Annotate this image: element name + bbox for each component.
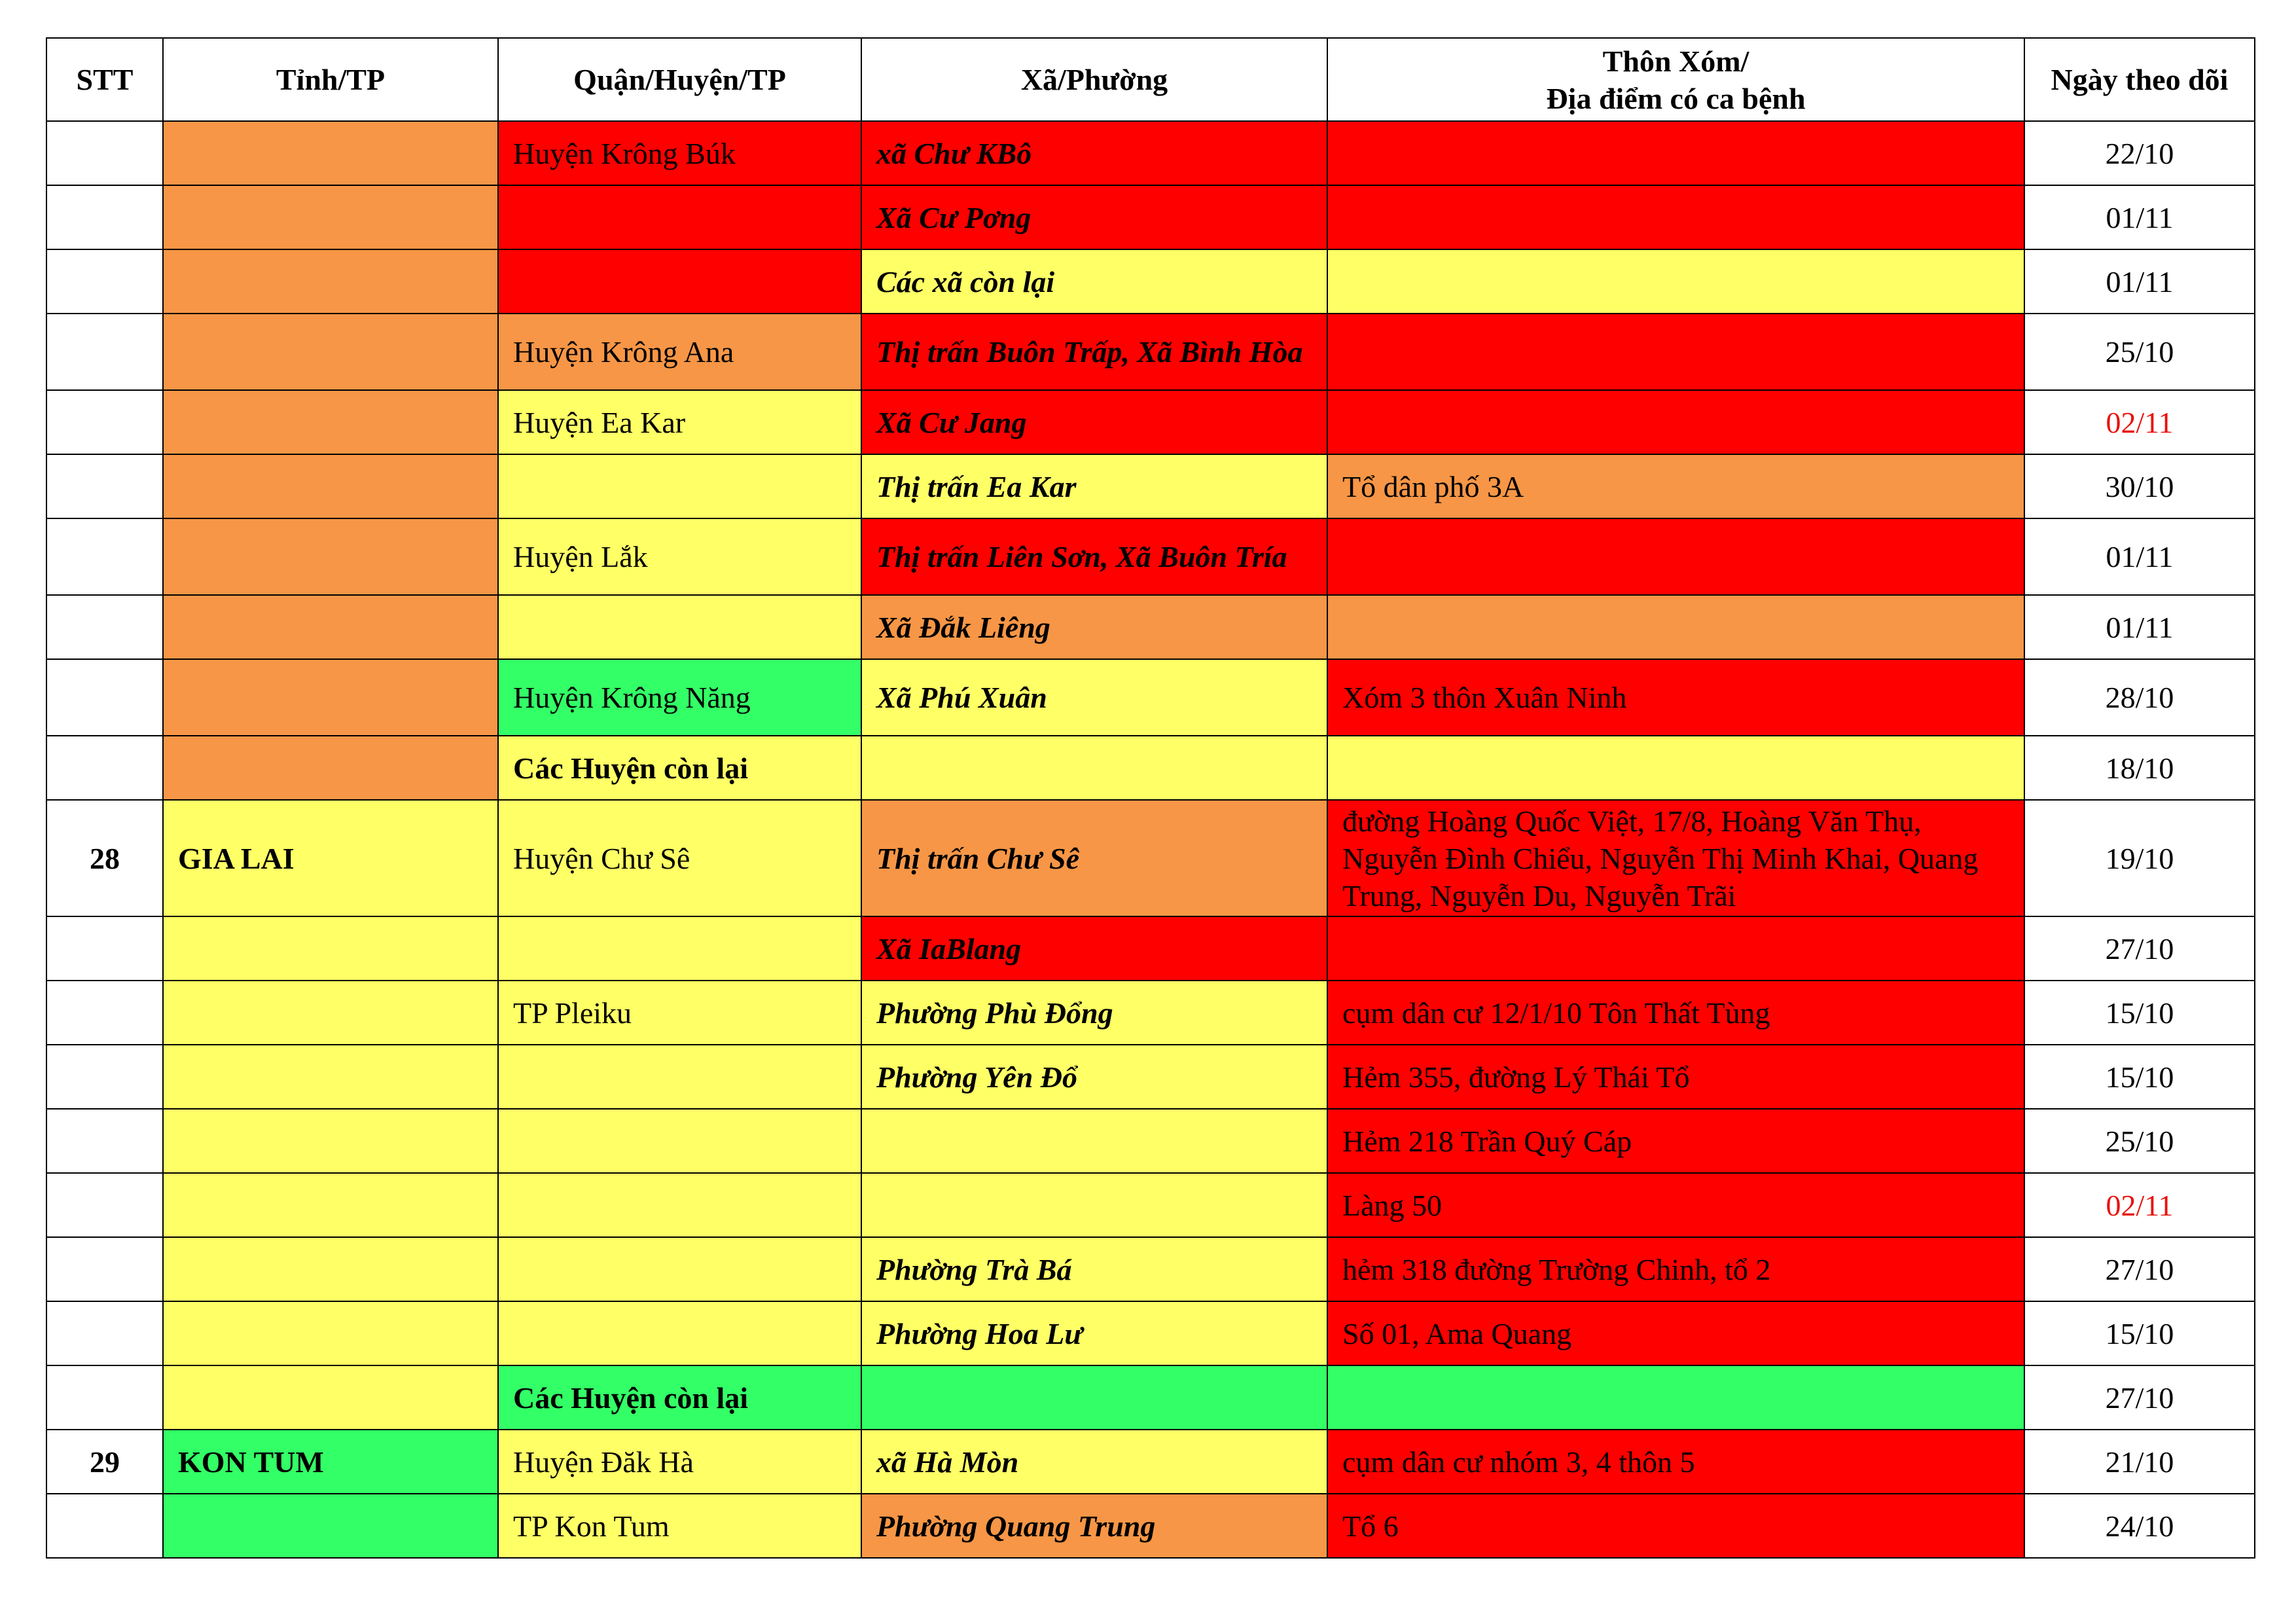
date-cell: 24/10 [2024, 1494, 2255, 1558]
place-cell: Số 01, Ama Quang [1327, 1301, 2024, 1365]
date-cell: 02/11 [2024, 390, 2255, 454]
stt-cell: 28 [46, 800, 163, 916]
province-cell [163, 916, 498, 981]
table-row [46, 314, 2255, 390]
ward-cell: Các xã còn lại [861, 249, 1327, 314]
table-row [46, 1045, 2255, 1109]
stt-cell [46, 1301, 163, 1365]
ward-cell: Phường Yên Đổ [861, 1045, 1327, 1109]
ward-cell: Xã Cư Pơng [861, 185, 1327, 249]
date-cell: 18/10 [2024, 736, 2255, 800]
province-cell [163, 1365, 498, 1430]
header-ward: Xã/Phường [861, 38, 1327, 121]
date-cell: 15/10 [2024, 981, 2255, 1045]
stt-cell [46, 185, 163, 249]
stt-cell [46, 1237, 163, 1301]
province-cell [163, 1494, 498, 1558]
province-cell [163, 121, 498, 185]
ward-cell: xã Hà Mòn [861, 1430, 1327, 1494]
district-cell [498, 454, 861, 518]
ward-cell: Thị trấn Chư Sê [861, 800, 1327, 916]
ward-cell [861, 736, 1327, 800]
ward-cell [861, 1109, 1327, 1173]
table-row [46, 1301, 2255, 1365]
date-cell: 21/10 [2024, 1430, 2255, 1494]
place-cell: Tổ dân phố 3A [1327, 454, 2024, 518]
table-row [46, 390, 2255, 454]
place-cell [1327, 916, 2024, 981]
province-cell [163, 1173, 498, 1237]
table-row [46, 185, 2255, 249]
district-cell: Huyện Ea Kar [498, 390, 861, 454]
province-cell [163, 314, 498, 390]
place-cell: Tổ 6 [1327, 1494, 2024, 1558]
stt-cell [46, 1045, 163, 1109]
table-row [46, 121, 2255, 185]
date-cell: 25/10 [2024, 1109, 2255, 1173]
place-cell [1327, 736, 2024, 800]
date-cell: 22/10 [2024, 121, 2255, 185]
ward-cell: Phường Trà Bá [861, 1237, 1327, 1301]
place-cell [1327, 595, 2024, 659]
ward-cell: Thị trấn Buôn Trấp, Xã Bình Hòa [861, 314, 1327, 390]
ward-cell [861, 1173, 1327, 1237]
place-cell [1327, 249, 2024, 314]
ward-cell: Xã IaBlang [861, 916, 1327, 981]
table-row [46, 1430, 2255, 1494]
ward-cell: Phường Quang Trung [861, 1494, 1327, 1558]
place-cell: Hẻm 218 Trần Quý Cáp [1327, 1109, 2024, 1173]
place-cell [1327, 314, 2024, 390]
district-cell: Huyện Krông Ana [498, 314, 861, 390]
ward-cell: xã Chư KBô [861, 121, 1327, 185]
ward-cell: Xã Cư Jang [861, 390, 1327, 454]
date-cell: 27/10 [2024, 1237, 2255, 1301]
district-cell [498, 185, 861, 249]
table-row [46, 800, 2255, 916]
province-cell [163, 659, 498, 736]
header-province: Tỉnh/TP [163, 38, 498, 121]
province-cell [163, 1237, 498, 1301]
stt-cell [46, 1109, 163, 1173]
table-row [46, 518, 2255, 595]
place-cell: cụm dân cư 12/1/10 Tôn Thất Tùng [1327, 981, 2024, 1045]
province-cell [163, 981, 498, 1045]
district-cell [498, 1173, 861, 1237]
ward-cell: Xã Đắk Liêng [861, 595, 1327, 659]
place-cell [1327, 390, 2024, 454]
table-row [46, 659, 2255, 736]
place-cell: Xóm 3 thôn Xuân Ninh [1327, 659, 2024, 736]
header-row [46, 38, 2255, 121]
district-cell [498, 1301, 861, 1365]
table-row [46, 1109, 2255, 1173]
district-cell: TP Pleiku [498, 981, 861, 1045]
table-row [46, 1365, 2255, 1430]
place-cell [1327, 185, 2024, 249]
stt-cell [46, 121, 163, 185]
header-place [1327, 38, 2024, 121]
stt-cell [46, 249, 163, 314]
date-cell: 28/10 [2024, 659, 2255, 736]
province-cell [163, 736, 498, 800]
province-cell [163, 1301, 498, 1365]
ward-cell: Phường Hoa Lư [861, 1301, 1327, 1365]
date-cell: 27/10 [2024, 916, 2255, 981]
district-cell [498, 1045, 861, 1109]
date-cell: 01/11 [2024, 249, 2255, 314]
stt-cell [46, 454, 163, 518]
header-stt: STT [46, 38, 163, 121]
table-row [46, 736, 2255, 800]
province-cell [163, 454, 498, 518]
ward-cell: Thị trấn Ea Kar [861, 454, 1327, 518]
district-cell: TP Kon Tum [498, 1494, 861, 1558]
place-cell: Làng 50 [1327, 1173, 2024, 1237]
district-cell [498, 595, 861, 659]
place-cell: đường Hoàng Quốc Việt, 17/8, Hoàng Văn Thụ, Nguyễn Đình Chiểu, Nguyễn Thị Minh Khai, Quang Trung, Nguyễn Du, Nguyễn Trãi [1327, 800, 2024, 916]
table-row [46, 1237, 2255, 1301]
place-cell [1327, 1365, 2024, 1430]
stt-cell [46, 981, 163, 1045]
date-cell: 19/10 [2024, 800, 2255, 916]
ward-cell: Thị trấn Liên Sơn, Xã Buôn Tría [861, 518, 1327, 595]
ward-cell: Xã Phú Xuân [861, 659, 1327, 736]
stt-cell [46, 1365, 163, 1430]
table-row [46, 981, 2255, 1045]
stt-cell [46, 595, 163, 659]
ward-cell [861, 1365, 1327, 1430]
stt-cell [46, 518, 163, 595]
district-cell [498, 916, 861, 981]
table-body [46, 121, 2255, 1558]
date-cell: 25/10 [2024, 314, 2255, 390]
district-cell: Huyện Đăk Hà [498, 1430, 861, 1494]
stt-cell [46, 1494, 163, 1558]
date-cell: 01/11 [2024, 595, 2255, 659]
date-cell: 27/10 [2024, 1365, 2255, 1430]
province-cell: GIA LAI [163, 800, 498, 916]
province-cell [163, 185, 498, 249]
province-cell [163, 1109, 498, 1173]
stt-cell: 29 [46, 1430, 163, 1494]
table-row [46, 454, 2255, 518]
stt-cell [46, 736, 163, 800]
district-cell: Huyện Lắk [498, 518, 861, 595]
date-cell: 15/10 [2024, 1045, 2255, 1109]
place-cell [1327, 518, 2024, 595]
stt-cell [46, 314, 163, 390]
table-row [46, 595, 2255, 659]
table-row [46, 1494, 2255, 1558]
province-cell [163, 1045, 498, 1109]
header-date: Ngày theo dõi [2024, 38, 2255, 121]
date-cell: 01/11 [2024, 518, 2255, 595]
district-cell [498, 1109, 861, 1173]
district-cell: Huyện Krông Năng [498, 659, 861, 736]
place-cell: cụm dân cư nhóm 3, 4 thôn 5 [1327, 1430, 2024, 1494]
date-cell: 15/10 [2024, 1301, 2255, 1365]
stt-cell [46, 659, 163, 736]
header-place-line1: Thôn Xóm/ [1602, 44, 1749, 78]
tracking-table [46, 37, 2255, 1559]
place-cell [1327, 121, 2024, 185]
table-row [46, 916, 2255, 981]
province-cell [163, 249, 498, 314]
district-cell: Các Huyện còn lại [498, 1365, 861, 1430]
district-cell: Huyện Krông Búk [498, 121, 861, 185]
province-cell [163, 390, 498, 454]
district-cell [498, 1237, 861, 1301]
ward-cell: Phường Phù Đổng [861, 981, 1327, 1045]
table-row [46, 249, 2255, 314]
province-cell [163, 518, 498, 595]
stt-cell [46, 916, 163, 981]
district-cell: Các Huyện còn lại [498, 736, 861, 800]
place-cell: hẻm 318 đường Trường Chinh, tổ 2 [1327, 1237, 2024, 1301]
stt-cell [46, 1173, 163, 1237]
date-cell: 30/10 [2024, 454, 2255, 518]
table-row [46, 1173, 2255, 1237]
header-place-line2: Địa điểm có ca bệnh [1546, 81, 1806, 115]
place-cell: Hẻm 355, đường Lý Thái Tổ [1327, 1045, 2024, 1109]
header-district: Quận/Huyện/TP [498, 38, 861, 121]
province-cell: KON TUM [163, 1430, 498, 1494]
stt-cell [46, 390, 163, 454]
province-cell [163, 595, 498, 659]
date-cell: 02/11 [2024, 1173, 2255, 1237]
district-cell [498, 249, 861, 314]
date-cell: 01/11 [2024, 185, 2255, 249]
district-cell: Huyện Chư Sê [498, 800, 861, 916]
